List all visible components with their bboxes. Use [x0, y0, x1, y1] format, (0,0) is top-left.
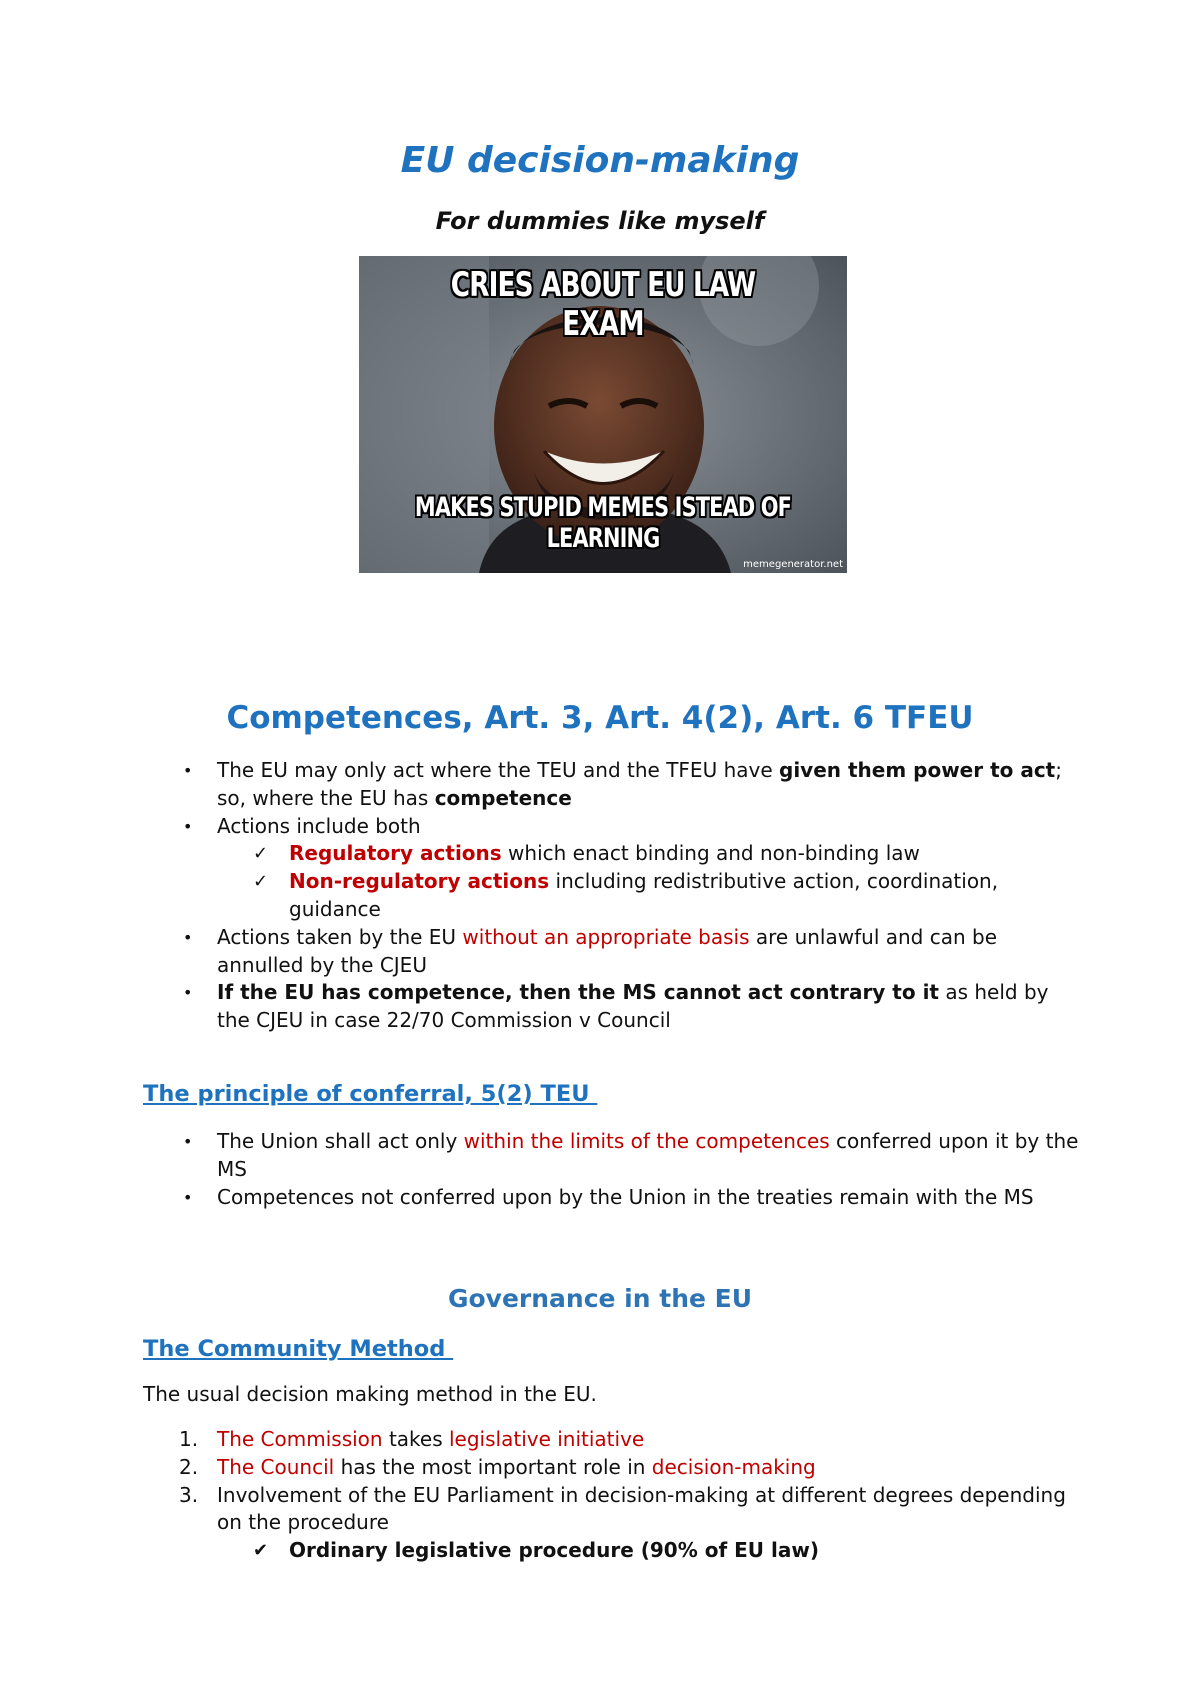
sub-list-item: ✓ Regulatory actions which enact binding and non-binding law — [143, 840, 1083, 868]
conferral-list — [143, 1128, 1083, 1211]
sub-list-item: ✔ Ordinary legislative procedure (90% of EU law) — [143, 1537, 1083, 1565]
meme-top-line-1: CRIES ABOUT EU LAW — [450, 265, 756, 305]
governance-heading: Governance in the EU — [447, 1284, 753, 1313]
competences-heading: Competences, Art. 3, Art. 4(2), Art. 6 TFEU — [226, 700, 974, 736]
meme-caption-top — [393, 266, 813, 344]
bullet-icon: • — [183, 927, 193, 947]
list-number: 1. — [179, 1427, 199, 1451]
community-method-steps — [143, 1426, 1083, 1565]
list-item: • Competences not conferred upon by the Union in the treaties remain with the MS — [143, 1184, 1083, 1212]
community-method-intro: The usual decision making method in the EU. — [143, 1382, 597, 1406]
list-item: 1. The Commission takes legislative initiative — [143, 1426, 1083, 1454]
document-subtitle: For dummies like myself — [435, 207, 765, 235]
meme-caption-bottom — [393, 492, 813, 554]
meme-watermark: memegenerator.net — [743, 559, 843, 570]
bullet-icon: • — [183, 761, 193, 780]
conferral-heading: The principle of conferral, 5(2) TEU — [143, 1081, 598, 1107]
list-number: 2. — [179, 1454, 199, 1479]
bullet-icon: • — [183, 983, 193, 1003]
bullet-icon: • — [183, 1187, 193, 1207]
document-title: EU decision-making — [400, 140, 800, 181]
meme-image — [359, 256, 847, 573]
bullet-icon: • — [183, 1132, 193, 1151]
list-item: • The EU may only act where the TEU and the TFEU have given them power to act; so, where the EU has competence — [183, 758, 1062, 810]
community-method-heading: The Community Method — [143, 1336, 454, 1362]
list-item: • The Union shall act only within the limits of the competences conferred upon it by the MS — [183, 1129, 1079, 1181]
list-number: 3. — [179, 1482, 199, 1507]
meme-bottom-line-2: LEARNING — [546, 523, 660, 555]
competences-list — [143, 757, 1083, 1035]
checkmark-icon: ✓ — [253, 871, 269, 893]
checkmark-icon: ✔ — [253, 1540, 269, 1562]
meme-top-line-2: EXAM — [562, 304, 644, 345]
bullet-icon: • — [183, 816, 193, 836]
checkmark-icon: ✓ — [253, 843, 269, 865]
meme-bottom-line-1: MAKES STUPID MEMES ISTEAD OF — [414, 492, 792, 523]
sub-list-item: ✓ Non-regulatory actions including redistributive action, coordination, guidance — [253, 869, 999, 921]
list-item: • Actions taken by the EU without an appropriate basis are unlawful and can be annulled by the CJEU — [183, 924, 997, 977]
list-item: 2. The Council has the most important role in decision-making — [143, 1454, 1083, 1482]
list-item: • Actions include both — [143, 813, 1083, 841]
list-item: 3. Involvement of the EU Parliament in decision-making at different degrees depending on the procedure — [179, 1482, 1066, 1535]
list-item: • If the EU has competence, then the MS cannot act contrary to it as held by the CJEU in case 22/70 Commission v Council — [183, 980, 1049, 1033]
